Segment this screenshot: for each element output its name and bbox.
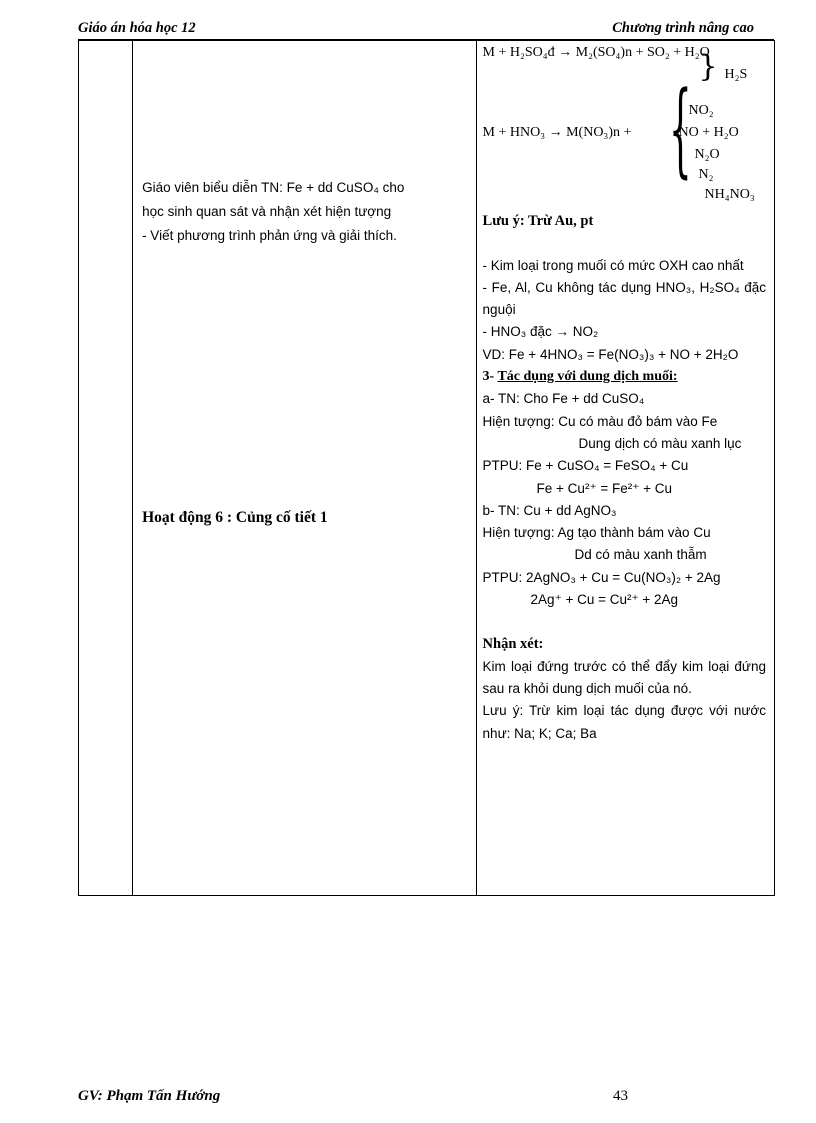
brace-icon: { [668, 70, 692, 190]
note-except-au-pt: Lưu ý: Trừ Au, pt [482, 213, 594, 230]
alt-product: H₂S [724, 67, 748, 83]
note-reactive-metals: Lưu ý: Trừ kim loại tác dụng được với nước như: Na; K; Ca; Ba [482, 703, 766, 741]
reaction-a: PTPU: Fe + CuSO₄ = FeSO₄ + Cu [482, 458, 689, 474]
brace-icon: } [698, 49, 718, 85]
remark-text: Kim loại đứng trước có thể đẩy kim loại đứng sau ra khỏi dung dịch muối của nó. [482, 658, 766, 696]
teacher-line: - Viết phương trình phản ứng và giải thích. [142, 228, 397, 243]
remark-heading: Nhận xét: [482, 636, 544, 653]
lesson-table [78, 40, 775, 896]
time-column [79, 41, 133, 896]
activity-6-heading: Hoạt động 6 : Củng cố tiết 1 [142, 509, 328, 526]
product-n2: N₂ [698, 167, 714, 183]
note-concentrated-hno3: - HNO₃ đặc → NO₂ [482, 324, 599, 340]
section-title: Tác dụng với dung dịch muối: [497, 369, 678, 385]
header-title-right: Chương trình nâng cao [612, 20, 754, 36]
note-passivation: - Fe, Al, Cu không tác dụng HNO₃, H₂SO₄ đặc nguội [482, 279, 766, 318]
product-n2o: N₂O [694, 147, 720, 163]
solution-color-a: Dung dịch có màu xanh lục [578, 435, 742, 451]
product-no: NO + H₂O [678, 125, 739, 141]
observation-b: Hiện tượng: Ag tạo thành bám vào Cu [482, 525, 711, 541]
teacher-line: Giáo viên biểu diễn TN: Fe + dd CuSO₄ cho [142, 180, 405, 195]
section-number: 3- [482, 369, 495, 385]
product-nh4no3: NH₄NO₃ [704, 187, 755, 203]
experiment-a: a- TN: Cho Fe + dd CuSO₄ [482, 391, 645, 407]
teacher-line: học sinh quan sát và nhận xét hiện tượng [142, 204, 392, 219]
page-number: 43 [613, 1088, 628, 1104]
content-column [476, 41, 774, 896]
teacher-activity-column [133, 41, 476, 896]
equation-hno3: M + HNO₃ → M(NO₃)n + [482, 125, 632, 141]
observation-a: Hiện tượng: Cu có màu đỏ bám vào Fe [482, 413, 718, 429]
example-equation: VD: Fe + 4HNO₃ = Fe(NO₃)₃ + NO + 2H₂O [482, 346, 739, 362]
footer-author: GV: Phạm Tấn Hướng [78, 1088, 221, 1104]
equation-h2so4: M + H₂SO₄đ → M₂(SO₄)n + SO₂ + H₂O [482, 45, 710, 60]
teacher-instructions [142, 176, 468, 248]
solution-color-b: Dd có màu xanh thẫm [574, 547, 707, 563]
section-3-heading [483, 366, 766, 388]
product-no2: NO₂ [688, 103, 714, 119]
ionic-reaction-b: 2Ag⁺ + Cu = Cu²⁺ + 2Ag [530, 592, 679, 608]
header-title-left: Giáo án hóa học 12 [78, 20, 196, 36]
reaction-b: PTPU: 2AgNO₃ + Cu = Cu(NO₃)₂ + 2Ag [482, 569, 721, 585]
note-oxidation-state: - Kim loại trong muối có mức OXH cao nhất [482, 257, 744, 273]
ionic-reaction-a: Fe + Cu²⁺ = Fe²⁺ + Cu [536, 480, 672, 496]
experiment-b: b- TN: Cu + dd AgNO₃ [482, 502, 617, 518]
